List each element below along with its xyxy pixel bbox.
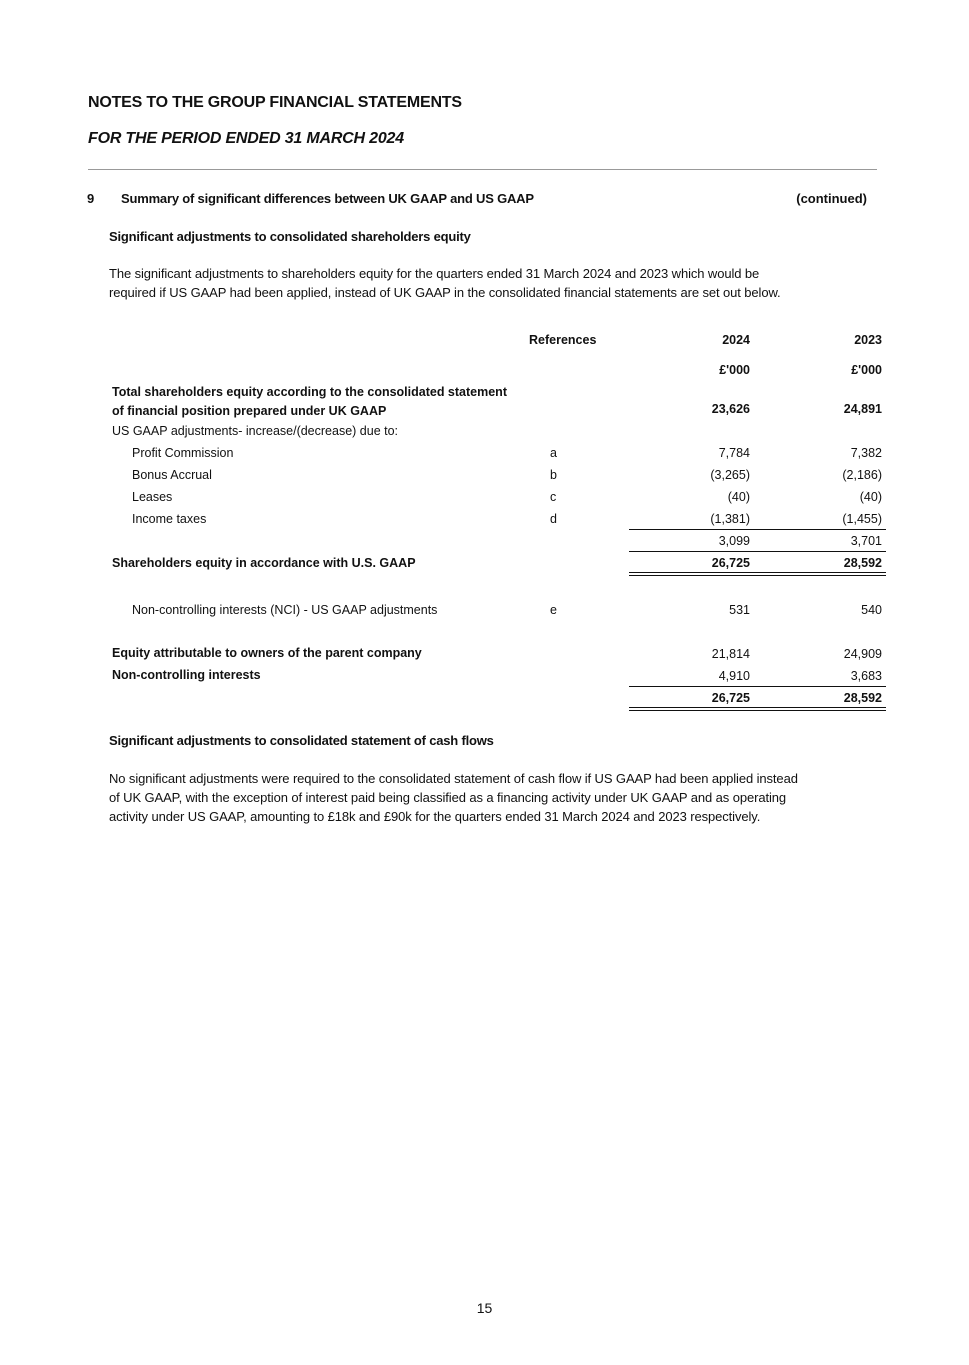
us-total-2024: 26,725 [711,556,750,570]
double-rule [629,572,886,576]
unit-2023: £'000 [851,363,882,377]
note-continued: (continued) [796,191,867,206]
header-2024: 2024 [722,333,750,347]
parent-equity-label: Equity attributable to owners of the parent company [112,646,422,660]
parent-equity-2024: 21,814 [711,647,750,661]
nci-adjustment-2024: 531 [729,603,750,617]
note-title: Summary of significant differences between UK GAAP and US GAAP [121,191,534,206]
adjustment-2024: (3,265) [710,468,750,482]
subtotal-2023: 3,701 [850,534,882,548]
uk-total-label: Total shareholders equity according to the consolidated statement of financial position prepared under UK GAAP [112,385,507,418]
adjustment-2023: (1,455) [842,512,882,526]
adjustment-ref: d [550,512,557,526]
us-total-2023: 28,592 [843,556,882,570]
intro-line-1: The significant adjustments to shareholders equity for the quarters ended 31 March 2024 and 2023 which would be [109,266,760,281]
page-number: 15 [476,1300,493,1316]
final-total-2024: 26,725 [711,691,750,705]
document-title: NOTES TO THE GROUP FINANCIAL STATEMENTS [88,94,462,111]
adjustment-2024: (1,381) [710,512,750,526]
adjustment-2023: (40) [859,490,882,504]
note-number: 9 [87,191,95,206]
unit-2024: £'000 [719,363,750,377]
subtotal-rule [629,529,886,530]
adjustment-ref: c [550,490,557,504]
adjustment-ref: a [550,446,557,460]
adjustment-label: Bonus Accrual [132,468,212,482]
final-total-2023: 28,592 [843,691,882,705]
nci-label: Non-controlling interests [112,668,261,682]
uk-total-2023: 24,891 [843,402,882,416]
adjustment-2023: 7,382 [850,446,882,460]
total-rule [629,551,886,552]
header-divider [88,169,877,170]
adjustment-2024: (40) [727,490,750,504]
final-total-rule [629,686,886,687]
header-2023: 2023 [854,333,882,347]
adjustment-2023: (2,186) [842,468,882,482]
adjustment-label: Leases [132,490,173,504]
adjustment-ref: b [550,468,557,482]
nci-adjustment-ref: e [550,603,557,617]
us-total-label: Shareholders equity in accordance with U.S. GAAP [112,556,416,570]
document-subtitle: FOR THE PERIOD ENDED 31 MARCH 2024 [88,130,404,147]
equity-intro-paragraph [109,264,879,302]
nci-adjustment-label: Non-controlling interests (NCI) - US GAAP adjustments [132,603,438,617]
adjustment-label: Profit Commission [132,446,234,460]
nci-2023: 3,683 [850,669,882,683]
adjustment-2024: 7,784 [718,446,750,460]
adjustments-label: US GAAP adjustments- increase/(decrease) due to: [112,424,399,438]
final-double-rule [629,707,886,711]
intro-line-2: required if US GAAP had been applied, instead of UK GAAP in the consolidated financial statements are set out below. [109,285,781,300]
uk-total-2024: 23,626 [711,402,750,416]
header-references: References [529,333,597,347]
equity-section-heading: Significant adjustments to consolidated shareholders equity [109,229,471,244]
cashflow-paragraph: No significant adjustments were required to the consolidated statement of cash flow if US GAAP had been applied instead of UK GAAP, with the exception of interest paid being classified as a financing activity under UK GAAP and as operating activity under US GAAP, amounting to £18k and £90k for the quarters ended 31 March 2024 and 2023 respectively. [109,771,798,824]
parent-equity-2023: 24,909 [843,647,882,661]
cashflow-section-heading: Significant adjustments to consolidated statement of cash flows [109,733,494,748]
subtotal-2024: 3,099 [718,534,750,548]
nci-2024: 4,910 [718,669,750,683]
nci-adjustment-2023: 540 [861,603,882,617]
adjustment-label: Income taxes [132,512,207,526]
